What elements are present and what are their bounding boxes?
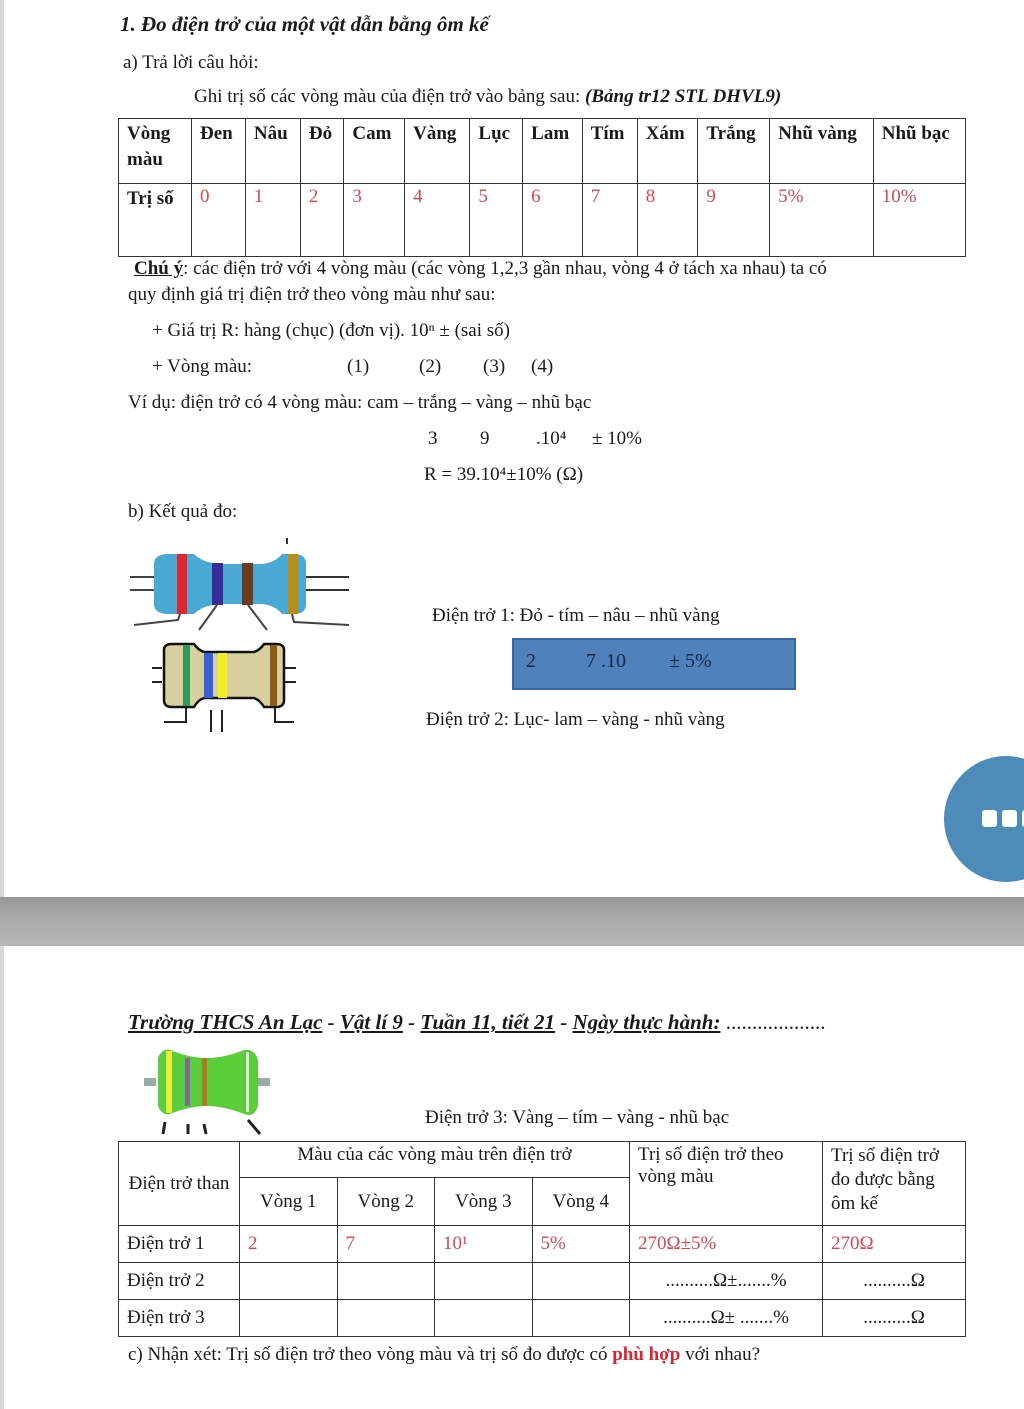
color-value-cell: 6 <box>523 184 583 257</box>
header-ring-4: Vòng 4 <box>532 1178 630 1226</box>
color-name-cell: Cam <box>344 119 405 184</box>
color-value-cell: 0 <box>192 184 246 257</box>
color-name-cell: Lục <box>470 119 523 184</box>
cell-by-color[interactable]: ..........Ω±.......% <box>630 1263 823 1300</box>
color-value-cell: 9 <box>698 184 770 257</box>
cell-measured[interactable]: ..........Ω <box>823 1300 966 1337</box>
color-name-cell: Đỏ <box>300 119 344 184</box>
header-cell: Trị số <box>119 184 192 257</box>
cell-v3[interactable]: 10¹ <box>435 1226 533 1263</box>
value-row <box>119 184 966 257</box>
header-ring-colors: Màu của các vòng màu trên điện trở <box>240 1142 630 1178</box>
remark-suffix: với nhau? <box>680 1344 761 1365</box>
color-name-cell: Lam <box>523 119 583 184</box>
cell-by-color[interactable]: ..........Ω± .......% <box>630 1300 823 1337</box>
resistor-2-image <box>152 644 296 732</box>
color-value-cell: 8 <box>637 184 698 257</box>
cell-v2[interactable] <box>337 1300 435 1337</box>
cell-measured[interactable]: 270Ω <box>823 1226 966 1263</box>
header-measured: Trị số điện trở đo được bằng ôm kế <box>823 1142 966 1226</box>
cell-measured[interactable]: ..........Ω <box>823 1263 966 1300</box>
separator: - <box>555 1010 573 1034</box>
page-header <box>128 1010 825 1035</box>
example-tolerance: ± 10% <box>592 428 643 449</box>
page-separator <box>0 897 1024 946</box>
table-row <box>119 1300 966 1337</box>
color-name-cell: Đen <box>192 119 246 184</box>
document-page-2 <box>4 946 1024 1409</box>
date-label: Ngày thực hành: <box>572 1010 721 1034</box>
more-options-button[interactable] <box>944 756 1024 882</box>
ring-3: (3) <box>483 356 506 377</box>
cell-name: Điện trở 2 <box>119 1263 240 1300</box>
note-text: : các điện trở với 4 vòng màu (các vòng 1,2,3 gần nhau, vòng 4 ở tách xa nhau) ta có <box>183 258 827 279</box>
remark-highlight: phù hợp <box>612 1344 681 1365</box>
ring-1: (1) <box>347 356 370 377</box>
resistor-1-image <box>130 538 349 630</box>
results-table <box>118 1141 966 1337</box>
table-intro <box>194 86 781 108</box>
resistor-1-value-box <box>512 638 796 690</box>
header-ring-3: Vòng 3 <box>435 1178 533 1226</box>
remark <box>128 1344 760 1366</box>
cell-v1[interactable] <box>240 1300 338 1337</box>
color-name-cell: Tím <box>582 119 637 184</box>
part-a-heading: a) Trả lời câu hỏi: <box>123 52 259 73</box>
more-options-icon-dot <box>1002 810 1017 827</box>
cell-v3[interactable] <box>435 1300 533 1337</box>
color-value-cell: 10% <box>873 184 965 257</box>
color-value-cell: 1 <box>245 184 300 257</box>
week-lesson: Tuần 11, tiết 21 <box>420 1010 555 1034</box>
resistor-2-label: Điện trở 2: Lục- lam – vàng - nhũ vàng <box>426 709 725 730</box>
box-digit-1: 2 <box>526 650 536 672</box>
note-line-2: quy định giá trị điện trở theo vòng màu như sau: <box>128 284 496 305</box>
example-digit-2: 9 <box>480 428 490 449</box>
rings-label: + Vòng màu: <box>152 356 253 377</box>
header-resistor: Điện trở than <box>119 1142 240 1226</box>
color-value-cell: 7 <box>582 184 637 257</box>
separator: - <box>322 1010 340 1034</box>
note-label: Chú ý <box>134 258 184 279</box>
header-by-color: Trị số điện trở theo vòng màu <box>630 1142 823 1226</box>
box-digit-2: 7 .10 <box>586 650 626 672</box>
resistor-3-image <box>140 1044 280 1136</box>
color-value-cell: 2 <box>300 184 344 257</box>
header-ring-2: Vòng 2 <box>337 1178 435 1226</box>
resistor-images <box>124 532 364 742</box>
example-result: R = 39.10⁴±10% (Ω) <box>424 464 584 485</box>
school-name: Trường THCS An Lạc <box>128 1010 323 1034</box>
color-row <box>119 119 966 184</box>
cell-name: Điện trở 1 <box>119 1226 240 1263</box>
cell-v2[interactable]: 7 <box>337 1226 435 1263</box>
example-line: Ví dụ: điện trở có 4 vòng màu: cam – trắng – vàng – nhũ bạc <box>128 392 592 413</box>
color-name-cell: Xám <box>637 119 698 184</box>
more-options-icon <box>982 810 997 827</box>
intro-reference: (Bảng tr12 STL DHVL9) <box>585 86 782 107</box>
rule-rings <box>152 356 553 378</box>
color-value-cell: 5 <box>470 184 523 257</box>
color-name-cell: Trắng <box>698 119 770 184</box>
color-value-cell: 5% <box>770 184 874 257</box>
resistor-3-label: Điện trở 3: Vàng – tím – vàng - nhũ bạc <box>425 1107 730 1128</box>
header-cell: Vòng màu <box>119 119 192 184</box>
cell-v4[interactable]: 5% <box>532 1226 630 1263</box>
resistor-1-label: Điện trở 1: Đỏ - tím – nâu – nhũ vàng <box>432 605 720 626</box>
part-b-heading: b) Kết quả đo: <box>128 501 238 522</box>
remark-text: c) Nhận xét: Trị số điện trở theo vòng màu và trị số đo được có <box>128 1344 613 1365</box>
table-header-row <box>119 1142 966 1178</box>
cell-v1[interactable] <box>240 1263 338 1300</box>
example-digits <box>428 428 642 450</box>
subject: Vật lí 9 <box>339 1010 403 1034</box>
color-value-cell: 4 <box>405 184 470 257</box>
date-blank: ................... <box>725 1010 826 1034</box>
color-name-cell: Nhũ bạc <box>873 119 965 184</box>
table-row <box>119 1263 966 1300</box>
document-page-1 <box>4 0 1024 897</box>
cell-v3[interactable] <box>435 1263 533 1300</box>
intro-text: Ghi trị số các vòng màu của điện trở vào bảng sau: <box>194 86 585 107</box>
separator: - <box>402 1010 421 1034</box>
ring-4: (4) <box>531 356 554 377</box>
table-row <box>119 1226 966 1263</box>
note-line-1 <box>134 258 827 280</box>
example-multiplier: .10⁴ <box>536 428 567 449</box>
example-digit-1: 3 <box>428 428 438 449</box>
cell-v1[interactable]: 2 <box>240 1226 338 1263</box>
ring-2: (2) <box>419 356 442 377</box>
color-value-cell: 3 <box>344 184 405 257</box>
box-tolerance: ± 5% <box>669 650 712 672</box>
color-code-table <box>118 118 966 257</box>
header-ring-1: Vòng 1 <box>240 1178 338 1226</box>
cell-v2[interactable] <box>337 1263 435 1300</box>
cell-name: Điện trở 3 <box>119 1300 240 1337</box>
section-title: 1. Đo điện trở của một vật dẫn bằng ôm kế <box>120 12 489 36</box>
cell-v4[interactable] <box>532 1263 630 1300</box>
cell-v4[interactable] <box>532 1300 630 1337</box>
cell-by-color[interactable]: 270Ω±5% <box>630 1226 823 1263</box>
color-name-cell: Nâu <box>245 119 300 184</box>
rule-value: + Giá trị R: hàng (chục) (đơn vị). 10ⁿ ± (sai số) <box>152 320 510 341</box>
results-body <box>119 1226 966 1337</box>
color-name-cell: Nhũ vàng <box>770 119 874 184</box>
color-name-cell: Vàng <box>405 119 470 184</box>
